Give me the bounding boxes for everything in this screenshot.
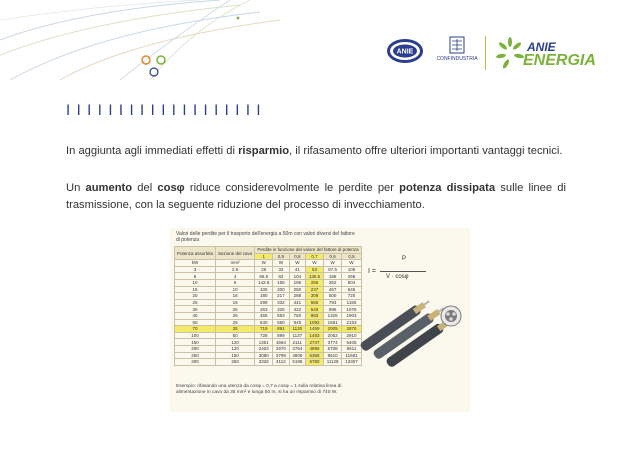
table-cell: 1903 [342, 312, 361, 319]
table-cell: 13307 [342, 359, 361, 366]
table-cell: 155 [273, 279, 289, 286]
table-cell: 11681 [342, 352, 361, 359]
cosphi-emphasis: cosφ [157, 182, 185, 194]
table-cell: 467 [323, 286, 341, 293]
table-cell: 120 [216, 345, 255, 352]
table-cell: 6708 [323, 345, 341, 352]
table-row [175, 266, 362, 273]
units-row [175, 260, 362, 267]
table-cell: 422 [289, 306, 305, 313]
table-body [175, 266, 362, 365]
table-cell: 106 [342, 266, 361, 273]
table-cell: 25 [216, 312, 255, 319]
fraction-bar [380, 271, 426, 272]
table-cell: 66.5 [255, 273, 273, 280]
table-cell: 2910 [342, 332, 361, 339]
potenza-dissipata-emphasis: potenza dissipata [399, 182, 496, 194]
table-cell: 237 [306, 286, 324, 293]
table-cell: 266 [342, 273, 361, 280]
table-cell: 10 [175, 279, 216, 286]
paragraph-cosphi-text: riduce considerevolmente le perdite per [184, 182, 400, 194]
losses-table [174, 246, 362, 366]
table-cell: 2402 [255, 345, 273, 352]
table-cell: 150 [216, 352, 255, 359]
table-cell: 441 [289, 299, 305, 306]
table-cell: 3774 [323, 339, 341, 346]
table-cell: 3754 [289, 345, 305, 352]
column-header-sezione: Sezione del cavo [216, 247, 255, 260]
table-cell: 105 [255, 286, 273, 293]
table-cell: 16 [216, 299, 255, 306]
unit-cell: W [289, 260, 305, 267]
table-cell: 793 [323, 299, 341, 306]
table-row [175, 339, 362, 346]
anie-energia-bottom-label: ENERGIA [523, 52, 596, 69]
table-header-row [175, 247, 362, 254]
table-cell: 4112 [273, 359, 289, 366]
table-cell: 540 [255, 319, 273, 326]
table-cell: 25 [175, 299, 216, 306]
table-cell: 15 [175, 286, 216, 293]
table-cell: 2970 [273, 345, 289, 352]
confindustria-label: CONFINDUSTRIA [436, 56, 478, 62]
table-cell: 186 [323, 273, 341, 280]
table-cell: 70 [175, 326, 216, 333]
table-row [175, 319, 362, 326]
unit-cell: W [323, 260, 341, 267]
table-cell: 150 [175, 339, 216, 346]
table-cell: 1459 [306, 326, 324, 333]
unit-cell: W [342, 260, 361, 267]
power-factor-header: 0,9 [273, 253, 289, 260]
table-cell: 719 [255, 326, 273, 333]
power-factor-header: 0,6 [323, 253, 341, 260]
anie-energia-logo [495, 36, 596, 76]
table-cell: 289 [255, 299, 273, 306]
table-cell: 104 [289, 273, 305, 280]
table-row [175, 299, 362, 306]
table-cell: 2.5 [216, 266, 255, 273]
unit-cell: W [273, 260, 289, 267]
table-cell: 2153 [342, 319, 361, 326]
table-cell: 25 [216, 319, 255, 326]
table-cell: 8610 [323, 352, 341, 359]
risparmio-emphasis: risparmio [238, 145, 290, 157]
table-cell: 250 [175, 352, 216, 359]
table-cell: 250 [216, 359, 255, 366]
paragraph-intro-text: In aggiunta agli immediati effetti di [66, 145, 239, 157]
table-cell: 455 [255, 312, 273, 319]
table-cell: 1137 [289, 332, 305, 339]
table-cell: 217 [273, 293, 289, 300]
table-cell: 3326 [255, 359, 273, 366]
table-cell: 646 [342, 286, 361, 293]
unit-cell: kW [175, 260, 216, 267]
table-cell: 1092 [306, 319, 324, 326]
table-cell: 142.8 [255, 279, 273, 286]
table-cell: 50 [175, 319, 216, 326]
table-cell: 4896 [306, 345, 324, 352]
table-cell: 1326 [323, 312, 341, 319]
table-cell: 504 [342, 279, 361, 286]
example-note: Esempio: rifasando una utenza da cosφ = 0,7 a cosφ = 1 sulla relativa linea di alimentazione in cavo da 35 mm² e lunga 50 m, si ha un risparmio di 740 W. [176, 384, 342, 395]
paragraph-cosphi [66, 180, 566, 214]
table-cell: 3080 [255, 352, 273, 359]
table-cell: 256 [306, 279, 324, 286]
anie-energia-top-label: ANIE [527, 40, 556, 54]
paragraph-cosphi-text: Un [66, 182, 86, 194]
table-row [175, 279, 362, 286]
table-cell: 2052 [323, 332, 341, 339]
power-factor-header: 0,8 [289, 253, 305, 260]
anie-logo [385, 36, 425, 66]
table-cell: 2111 [289, 339, 305, 346]
table-row [175, 345, 362, 352]
table-cell: 720 [342, 293, 361, 300]
table-cell: 583 [273, 312, 289, 319]
table-cell: 25 [216, 306, 255, 313]
table-row [175, 352, 362, 359]
table-cell: 25 [255, 266, 273, 273]
table-row [175, 326, 362, 333]
table-cell: 5198 [289, 359, 305, 366]
table-cell: 1664 [273, 339, 289, 346]
table-cell: 87.5 [323, 266, 341, 273]
table-cell: 263 [255, 306, 273, 313]
unit-cell: mm² [216, 260, 255, 267]
paragraph-cosphi-text: del [132, 182, 158, 194]
cable-cross-section-image [355, 290, 467, 372]
table-cell: 100 [175, 332, 216, 339]
formula-denominator: V · cosφ [386, 274, 409, 280]
table-cell: 728 [255, 332, 273, 339]
table-cell: 750 [289, 312, 305, 319]
losses-table-figure [170, 228, 470, 412]
table-row [175, 286, 362, 293]
table-cell: 180 [255, 293, 273, 300]
unit-cell: W [255, 260, 273, 267]
logo-divider [485, 36, 486, 70]
table-row [175, 359, 362, 366]
table-cell: 3 [175, 266, 216, 273]
confindustria-emblem-icon [449, 36, 465, 54]
unit-cell: W [306, 260, 324, 267]
table-cell: 20 [175, 293, 216, 300]
table-row [175, 293, 362, 300]
table-cell: 35 [216, 326, 255, 333]
table-cell: 2876 [342, 326, 361, 333]
table-cell: 50 [216, 332, 255, 339]
table-cell: 1681 [323, 319, 341, 326]
table-cell: 2747 [306, 339, 324, 346]
table-cell: 1351 [255, 339, 273, 346]
section-heading: I I I I I I I I I I I I I I I I I I I [66, 103, 262, 119]
table-cell: 120 [216, 339, 255, 346]
table-cell: 41 [289, 266, 305, 273]
table-cell: 5406 [342, 339, 361, 346]
table-cell: 1483 [306, 332, 324, 339]
table-cell: 332 [273, 299, 289, 306]
table-cell: 325 [273, 306, 289, 313]
table-cell: 500 [323, 293, 341, 300]
table-row [175, 312, 362, 319]
table-cell: 549 [306, 306, 324, 313]
table-cell: 300 [175, 359, 216, 366]
power-factor-header: 1 [255, 253, 273, 260]
current-formula [368, 256, 448, 286]
table-cell: 352 [323, 279, 341, 286]
table-cell: 288 [289, 293, 305, 300]
power-factor-header: 0,5 [342, 253, 361, 260]
paragraph-cosphi-text: sulle linee di trasmissione, con la seguente riduzione del processo di invecchiamento. [66, 182, 566, 211]
table-cell: 196 [289, 279, 305, 286]
paragraph-intro-text-end: , il rifasamento offre ulteriori importanti vantaggi tecnici. [289, 145, 563, 157]
table-cell: 6 [216, 279, 255, 286]
table-cell: 135.5 [306, 273, 324, 280]
svg-text:ANIE: ANIE [396, 48, 414, 56]
column-header-perdite: Perdite in funzione del valore del fattore di potenza [255, 247, 361, 254]
table-cell: 40 [175, 312, 216, 319]
formula-lhs: I = [368, 268, 376, 275]
table-cell: 309 [306, 293, 324, 300]
table-cell: 30 [175, 306, 216, 313]
table-cell: 200 [273, 286, 289, 293]
power-factor-header: 0,7 [306, 253, 324, 260]
table-cell: 82 [273, 273, 289, 280]
table-cell: 4 [216, 273, 255, 280]
header-logos [385, 34, 596, 78]
table-cell: 10 [216, 286, 255, 293]
table-cell: 1130 [289, 326, 305, 333]
table-cell: 899 [273, 332, 289, 339]
table-cell: 3798 [273, 352, 289, 359]
table-cell: 200 [175, 345, 216, 352]
table-cell: 983 [306, 312, 324, 319]
table-cell: 11128 [323, 359, 341, 366]
table-row [175, 273, 362, 280]
confindustria-logo [433, 34, 481, 74]
figure-title: Valori delle perdite per il trasporto dell'energia a 50m con valori diversi del fattore di potenza [176, 231, 355, 243]
table-cell: 16 [216, 293, 255, 300]
table-cell: 1076 [342, 306, 361, 313]
table-cell: 895 [323, 306, 341, 313]
table-cell: 565 [306, 299, 324, 306]
paragraph-intro [66, 143, 566, 160]
table-cell: 845 [289, 319, 305, 326]
aumento-emphasis: aumento [85, 182, 133, 194]
column-header-potenza: Potenza assorbita [175, 247, 216, 260]
table-cell: 250 [289, 286, 305, 293]
table-cell: 4808 [289, 352, 305, 359]
decorative-lines-graphic [0, 0, 300, 80]
leaf-burst-icon [495, 36, 525, 70]
table-cell: 1155 [342, 299, 361, 306]
table-cell: 560 [273, 319, 289, 326]
table-cell: 9611 [342, 345, 361, 352]
table-cell: 6780 [306, 359, 324, 366]
table-row [175, 306, 362, 313]
table-cell: 2005 [323, 326, 341, 333]
table-row [175, 332, 362, 339]
table-cell: 53 [306, 266, 324, 273]
table-cell: 6366 [306, 352, 324, 359]
table-cell: 32 [273, 266, 289, 273]
table-cell: 891 [273, 326, 289, 333]
table-cell: 6 [175, 273, 216, 280]
formula-numerator: P [402, 256, 407, 262]
